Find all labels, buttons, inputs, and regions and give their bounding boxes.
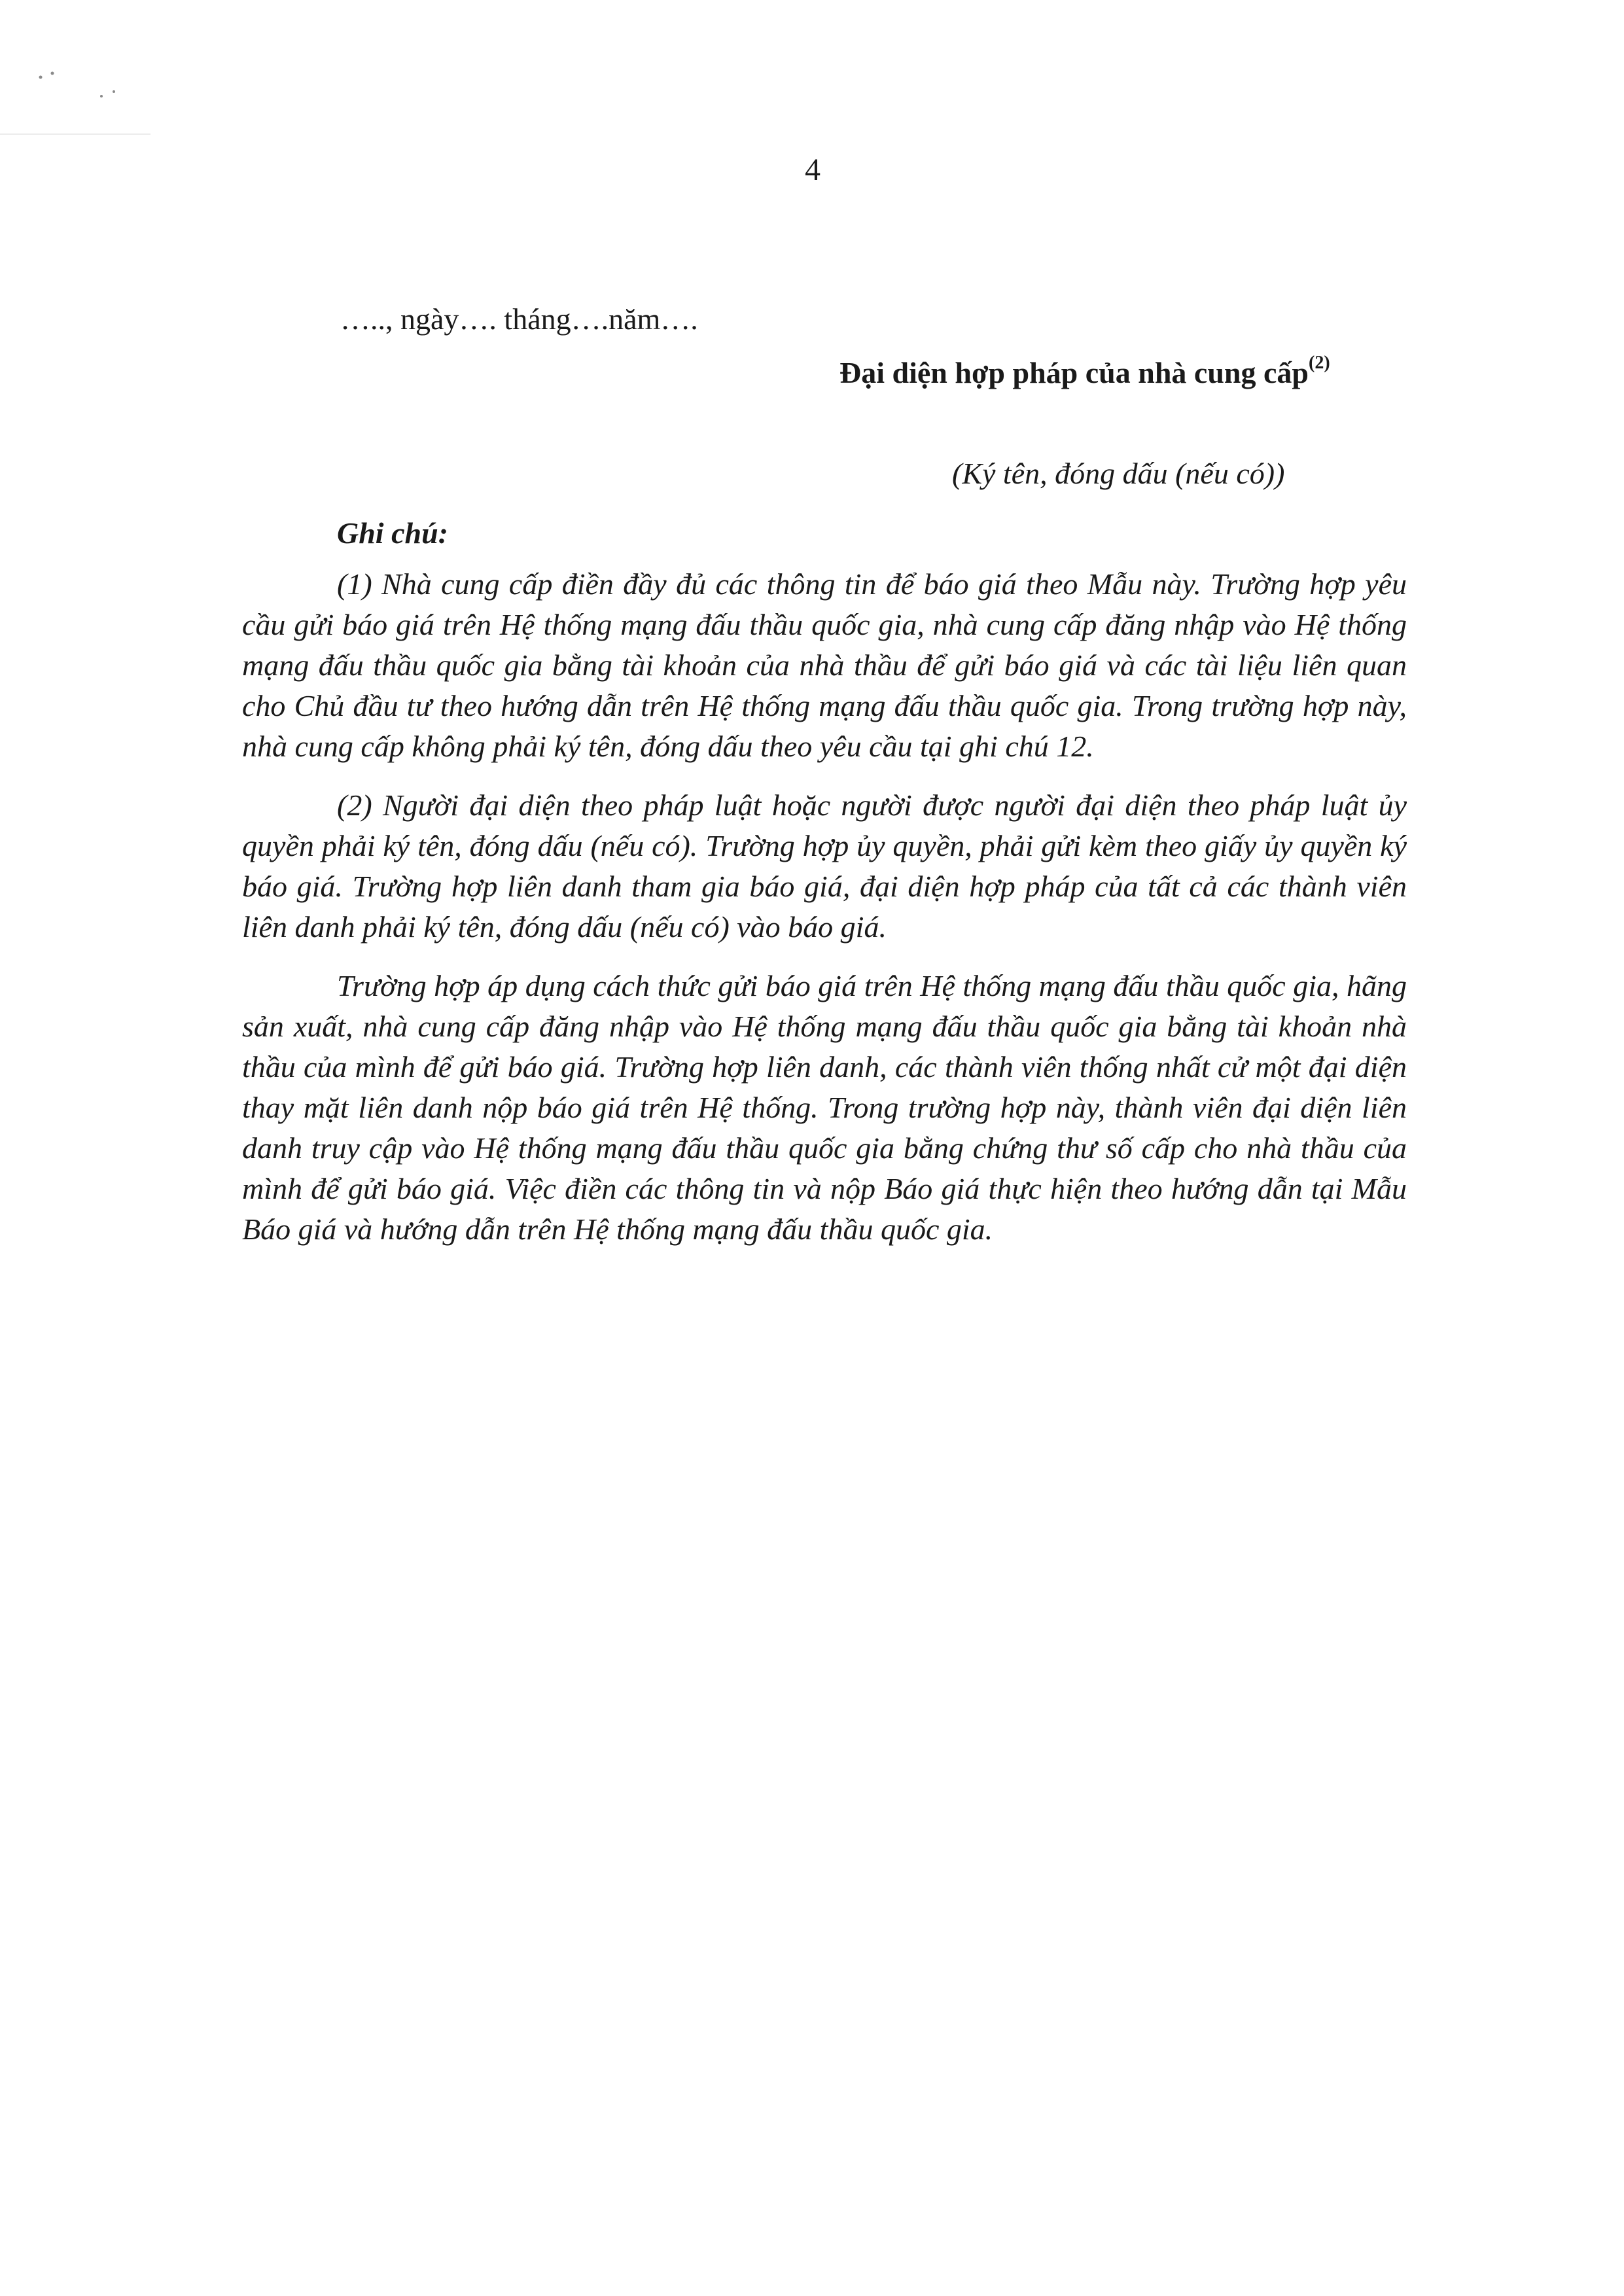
scan-specks	[0, 0, 196, 144]
note-paragraph-2: (2) Người đại diện theo pháp luật hoặc người được người đại diện theo pháp luật ủy quyền phải ký tên, đóng dấu (nếu có). Trường hợp ủy quyền, phải gửi kèm theo giấy ủy quyền ký báo giá. Trường hợp liên danh tham gia báo giá, đại diện hợp pháp của tất cả các thành viên liên danh phải ký tên, đóng dấu (nếu có) vào báo giá.	[242, 788, 1407, 944]
signatory-title	[839, 353, 1330, 393]
date-line: ….., ngày…. tháng….năm….	[340, 302, 698, 336]
signatory-footnote-ref: (2)	[1309, 353, 1330, 373]
note-paragraph-3: Trường hợp áp dụng cách thức gửi báo giá trên Hệ thống mạng đấu thầu quốc gia, hãng sản xuất, nhà cung cấp đăng nhập vào Hệ thống mạng đấu thầu quốc gia bằng tài khoản nhà thầu của mình để gửi báo giá. Trường hợp liên danh, các thành viên thống nhất cử một đại diện thay mặt liên danh nộp báo giá trên Hệ thống. Trong trường hợp này, thành viên đại diện liên danh truy cập vào Hệ thống mạng đấu thầu quốc gia bằng chứng thư số cấp cho nhà thầu của mình để gửi báo giá. Việc điền các thông tin và nộp Báo giá thực hiện theo hướng dẫn tại Mẫu Báo giá và hướng dẫn trên Hệ thống mạng đấu thầu quốc gia.	[242, 969, 1407, 1246]
note-paragraph-1: (1) Nhà cung cấp điền đầy đủ các thông tin để báo giá theo Mẫu này. Trường hợp yêu cầu gửi báo giá trên Hệ thống mạng đấu thầu quốc gia, nhà cung cấp đăng nhập vào Hệ thống mạng đấu thầu quốc gia bằng tài khoản của nhà thầu để gửi báo giá và các tài liệu liên quan cho Chủ đầu tư theo hướng dẫn trên Hệ thống mạng đấu thầu quốc gia. Trong trường hợp này, nhà cung cấp không phải ký tên, đóng dấu theo yêu cầu tại ghi chú 12.	[242, 567, 1407, 763]
notes-body	[242, 564, 1407, 1268]
notes-heading: Ghi chú:	[337, 516, 448, 550]
page-number: 4	[805, 152, 821, 187]
signature-instruction: (Ký tên, đóng dấu (nếu có))	[952, 457, 1285, 490]
signatory-title-text: Đại diện hợp pháp của nhà cung cấp	[839, 356, 1309, 389]
